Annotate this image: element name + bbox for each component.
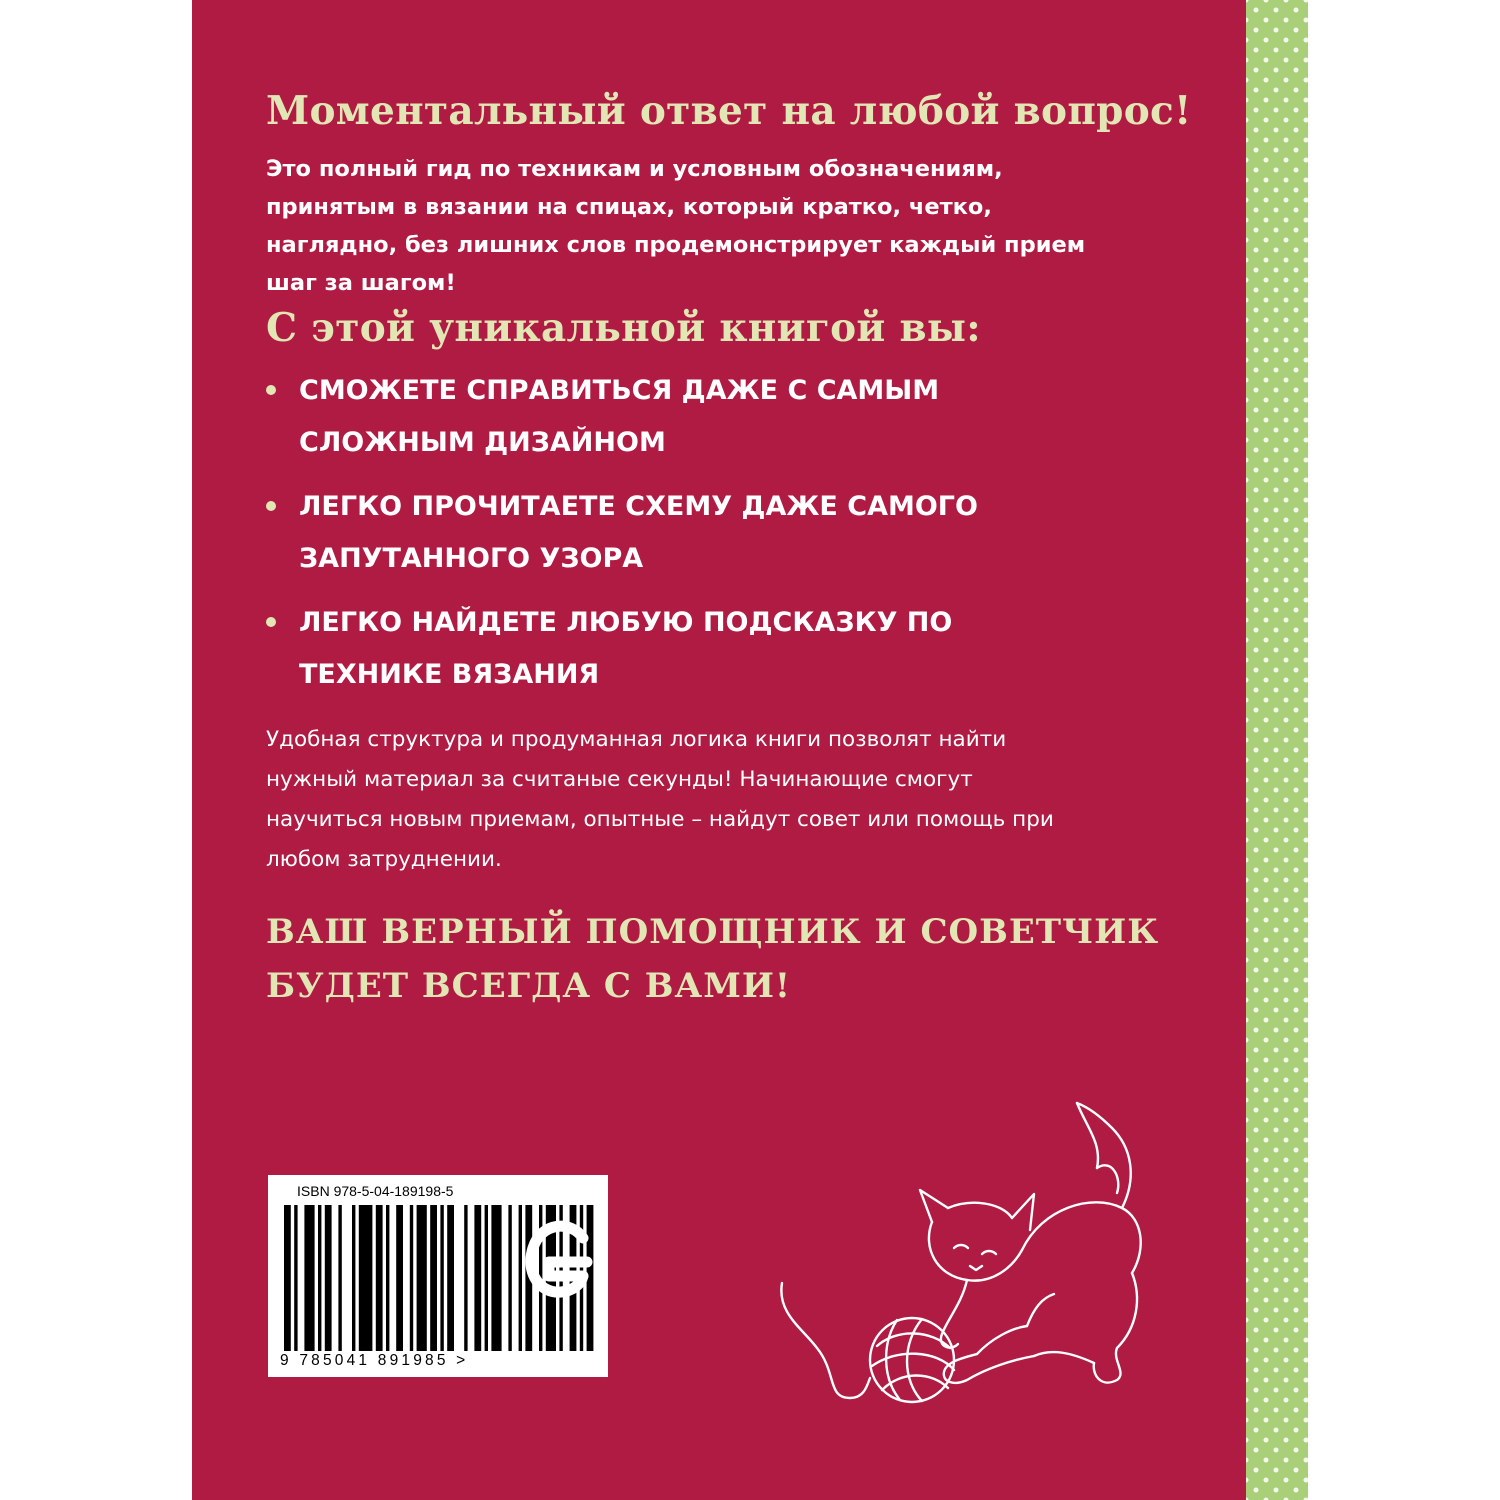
list-item — [266, 365, 1166, 481]
bullet-dot-icon — [266, 385, 276, 395]
list-item-text: СМОЖЕТЕ СПРАВИТЬСЯ ДАЖЕ С САМЫМ СЛОЖНЫМ ДИЗАЙНОМ — [299, 375, 940, 458]
barcode-number: 9 785041 891985 > — [280, 1352, 469, 1369]
cat-with-yarn-ball-icon — [772, 1098, 1152, 1438]
list-item — [266, 597, 1166, 713]
list-item — [266, 481, 1166, 597]
cover-subheading: С этой уникальной книгой вы: — [266, 305, 981, 351]
list-item-text: ЛЕГКО ПРОЧИТАЕТЕ СХЕМУ ДАЖЕ САМОГО ЗАПУТАННОГО УЗОРА — [299, 491, 978, 574]
polka-dot-spine — [1246, 0, 1308, 1500]
benefits-list — [266, 365, 1166, 713]
cover-heading: Моментальный ответ на любой вопрос! — [266, 88, 1192, 134]
bullet-dot-icon — [266, 501, 276, 511]
bullet-dot-icon — [266, 617, 276, 627]
isbn-text: ISBN 978-5-04-189198-5 — [297, 1183, 454, 1199]
intro-paragraph: Это полный гид по техникам и условным обозначениям, принятым в вязании на спицах, который кратко, четко, наглядно, без лишних слов продемонстрирует каждый прием шаг за шагом! — [266, 156, 1086, 296]
body-paragraph: Удобная структура и продуманная логика книги позволят найти нужный материал за считаные секунды! Начинающие смогут научиться новым приемам, опытные – найдут совет или помощь при любом затруднении. — [266, 727, 1054, 872]
book-back-cover — [192, 0, 1246, 1500]
closing-slogan: ВАШ ВЕРНЫЙ ПОМОЩНИК И СОВЕТЧИК БУДЕТ ВСЕГДА С ВАМИ! — [266, 912, 1160, 1006]
publisher-logo-icon — [525, 1212, 595, 1322]
list-item-text: ЛЕГКО НАЙДЕТЕ ЛЮБУЮ ПОДСКАЗКУ ПО ТЕХНИКЕ ВЯЗАНИЯ — [299, 607, 953, 690]
